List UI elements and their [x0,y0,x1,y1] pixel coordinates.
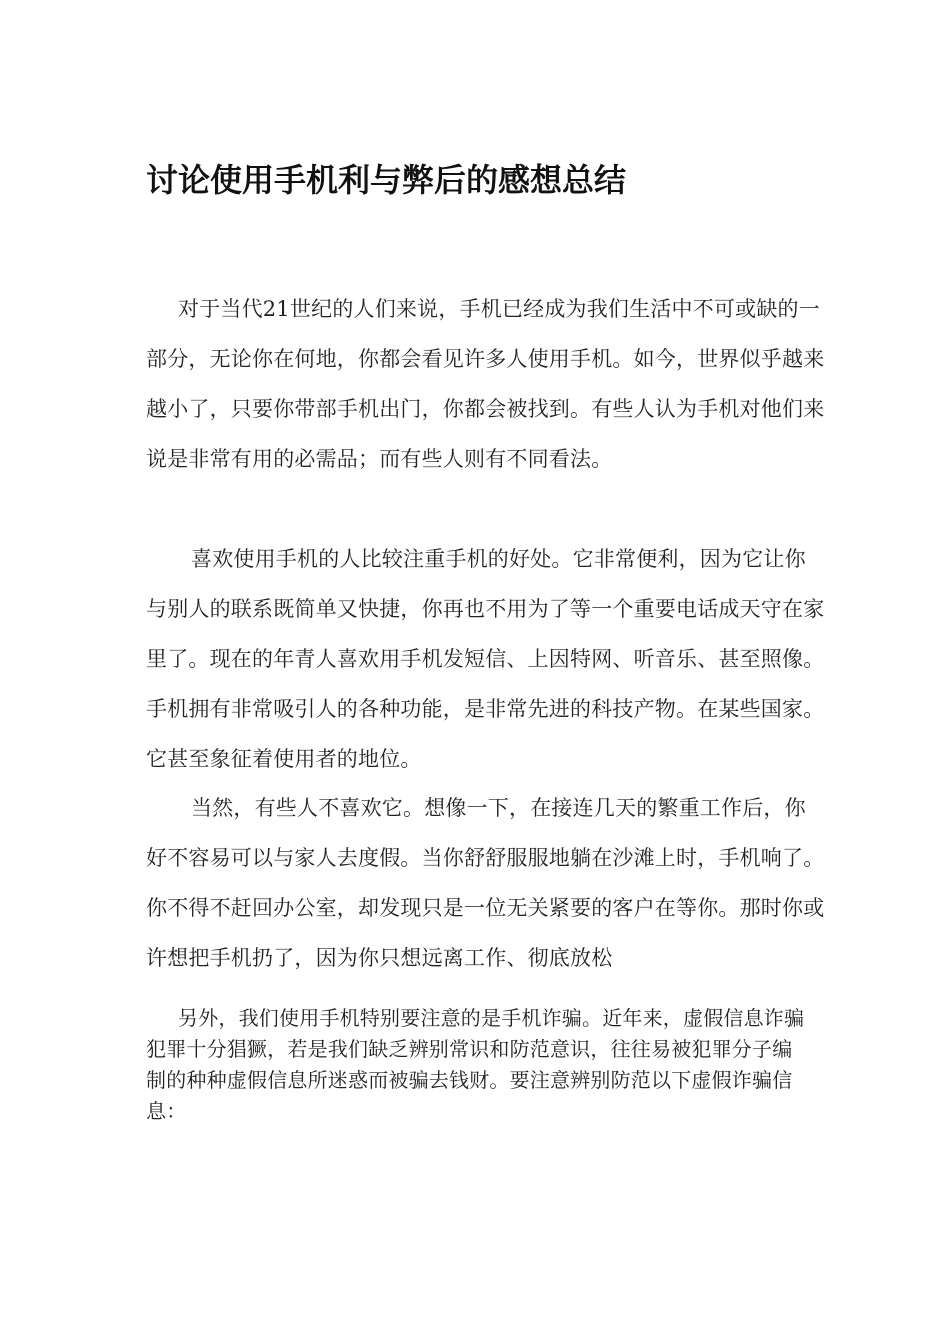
paragraph-fraud-warning: 另外，我们使用手机特别要注意的是手机诈骗。近年来，虚假信息诈骗犯罪十分猖獗，若是我们缺乏辨别常识和防范意识，往往易被犯罪分子编制的种种虚假信息所迷惑而被骗去钱财。要注意辨别防范以下虚假诈骗信息： [146,1006,805,1123]
document-title: 讨论使用手机利与弊后的感想总结 [146,161,627,199]
paragraph-advantages: 喜欢使用手机的人比较注重手机的好处。它非常便利，因为它让你与别人的联系既简单又快捷，你再也不用为了等一个重要电话成天守在家里了。现在的年青人喜欢用手机发短信、上因特网、听音乐、甚至照像。手机拥有非常吸引人的各种功能，是非常先进的科技产物。在某些国家。它甚至象征着使用者的地位。 [146,547,825,771]
paragraph-disadvantages: 当然，有些人不喜欢它。想像一下，在接连几天的繁重工作后，你好不容易可以与家人去度假。当你舒舒服服地躺在沙滩上时，手机响了。你不得不赶回办公室，却发现只是一位无关紧要的客户在等你。那时你或许想把手机扔了，因为你只想远离工作、彻底放松 [146,796,825,970]
paragraph-intro: 对于当代21世纪的人们来说，手机已经成为我们生活中不可或缺的一部分，无论你在何地，你都会看见许多人使用手机。如今，世界似乎越来越小了，只要你带部手机出门，你都会被找到。有些人认为手机对他们来说是非常有用的必需品；而有些人则有不同看法。 [146,297,825,471]
